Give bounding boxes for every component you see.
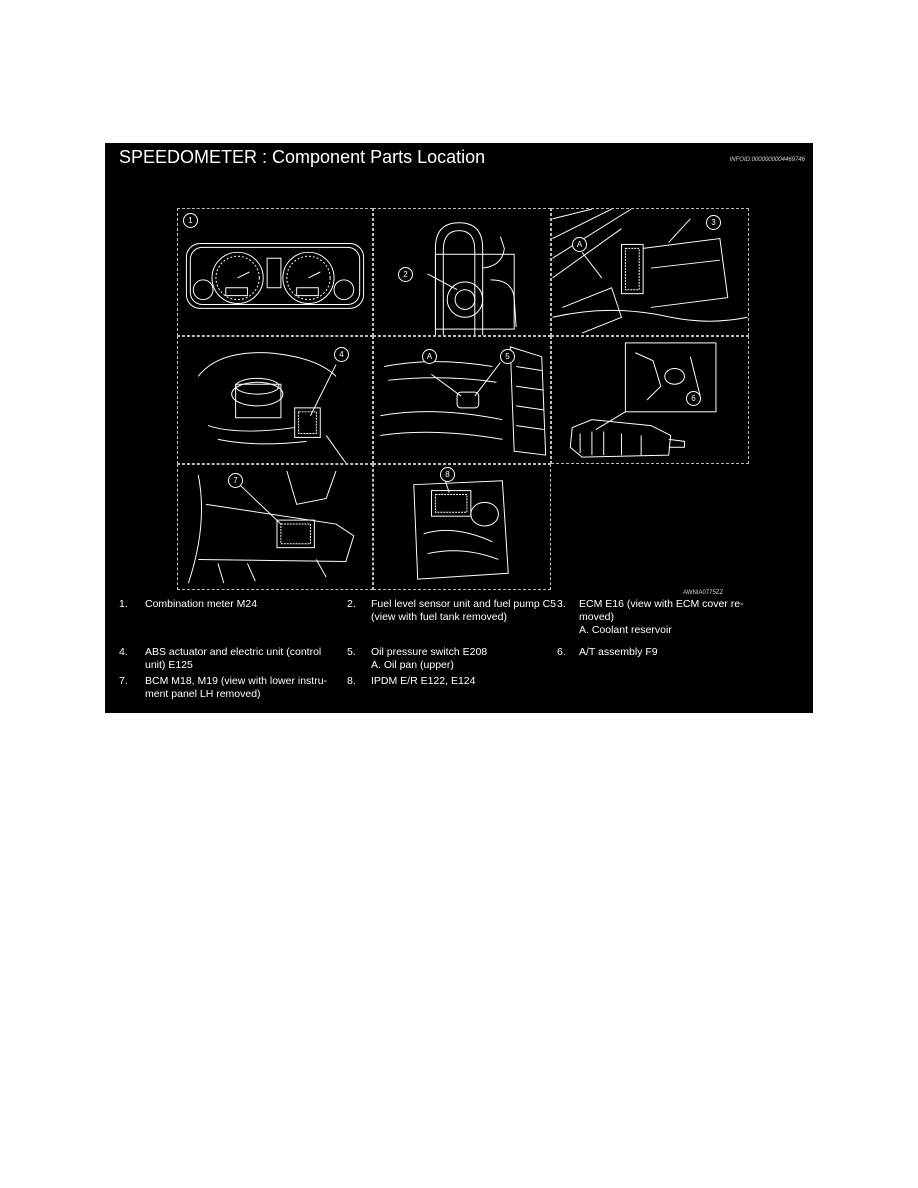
callout-2: 2 [398,267,413,282]
panel-oil-pressure-switch [373,336,551,464]
callout-4: 4 [334,347,349,362]
ipdm-illustration [374,465,550,589]
panel-abs-actuator [177,336,373,464]
at-assembly-illustration [552,337,748,463]
callout-8: 8 [440,467,455,482]
figure-code: AWNIA0775ZZ [683,590,724,596]
figure-grid [177,208,749,590]
panel-ipdm [373,464,551,590]
diagram-sheet: SPEEDOMETER : Component Parts Location INFOID:0000000004469746 1 2 3 A 4 5 A 6 7 8 AWNIA0775ZZ 1. Combination meter M24 2. Fuel level sensor unit and fuel pump C5 (view with fuel tank removed) 3. ECM E16 (view with ECM cover re- moved) A. Coolant reservoir 4. ABS actuator and electric unit (control unit) E125 5. Oil pressure switch E208 A. Oil pan (upper) 6. A/T assembly F9 7. BCM M18, M19 (view with lower instru- ment panel LH removed) 8. IPDM E/R E122, E124 [105,143,813,713]
callout-a-coolant: A [572,237,587,252]
callout-6: 6 [686,391,701,406]
callout-3: 3 [706,215,721,230]
panel-at-assembly [551,336,749,464]
info-id: INFOID:0000000004469746 [729,157,805,163]
callout-7: 7 [228,473,243,488]
oil-pressure-switch-illustration [374,337,550,463]
callout-1: 1 [183,213,198,228]
panel-fuel-level-sensor [373,208,551,336]
combination-meter-illustration [178,209,372,335]
callout-a-oil-pan: A [422,349,437,364]
panel-bcm [177,464,373,590]
page-title: SPEEDOMETER : Component Parts Location [119,147,486,167]
panel-ecm [551,208,749,336]
callout-5: 5 [500,349,515,364]
bcm-illustration [178,465,372,589]
panel-combination-meter [177,208,373,336]
